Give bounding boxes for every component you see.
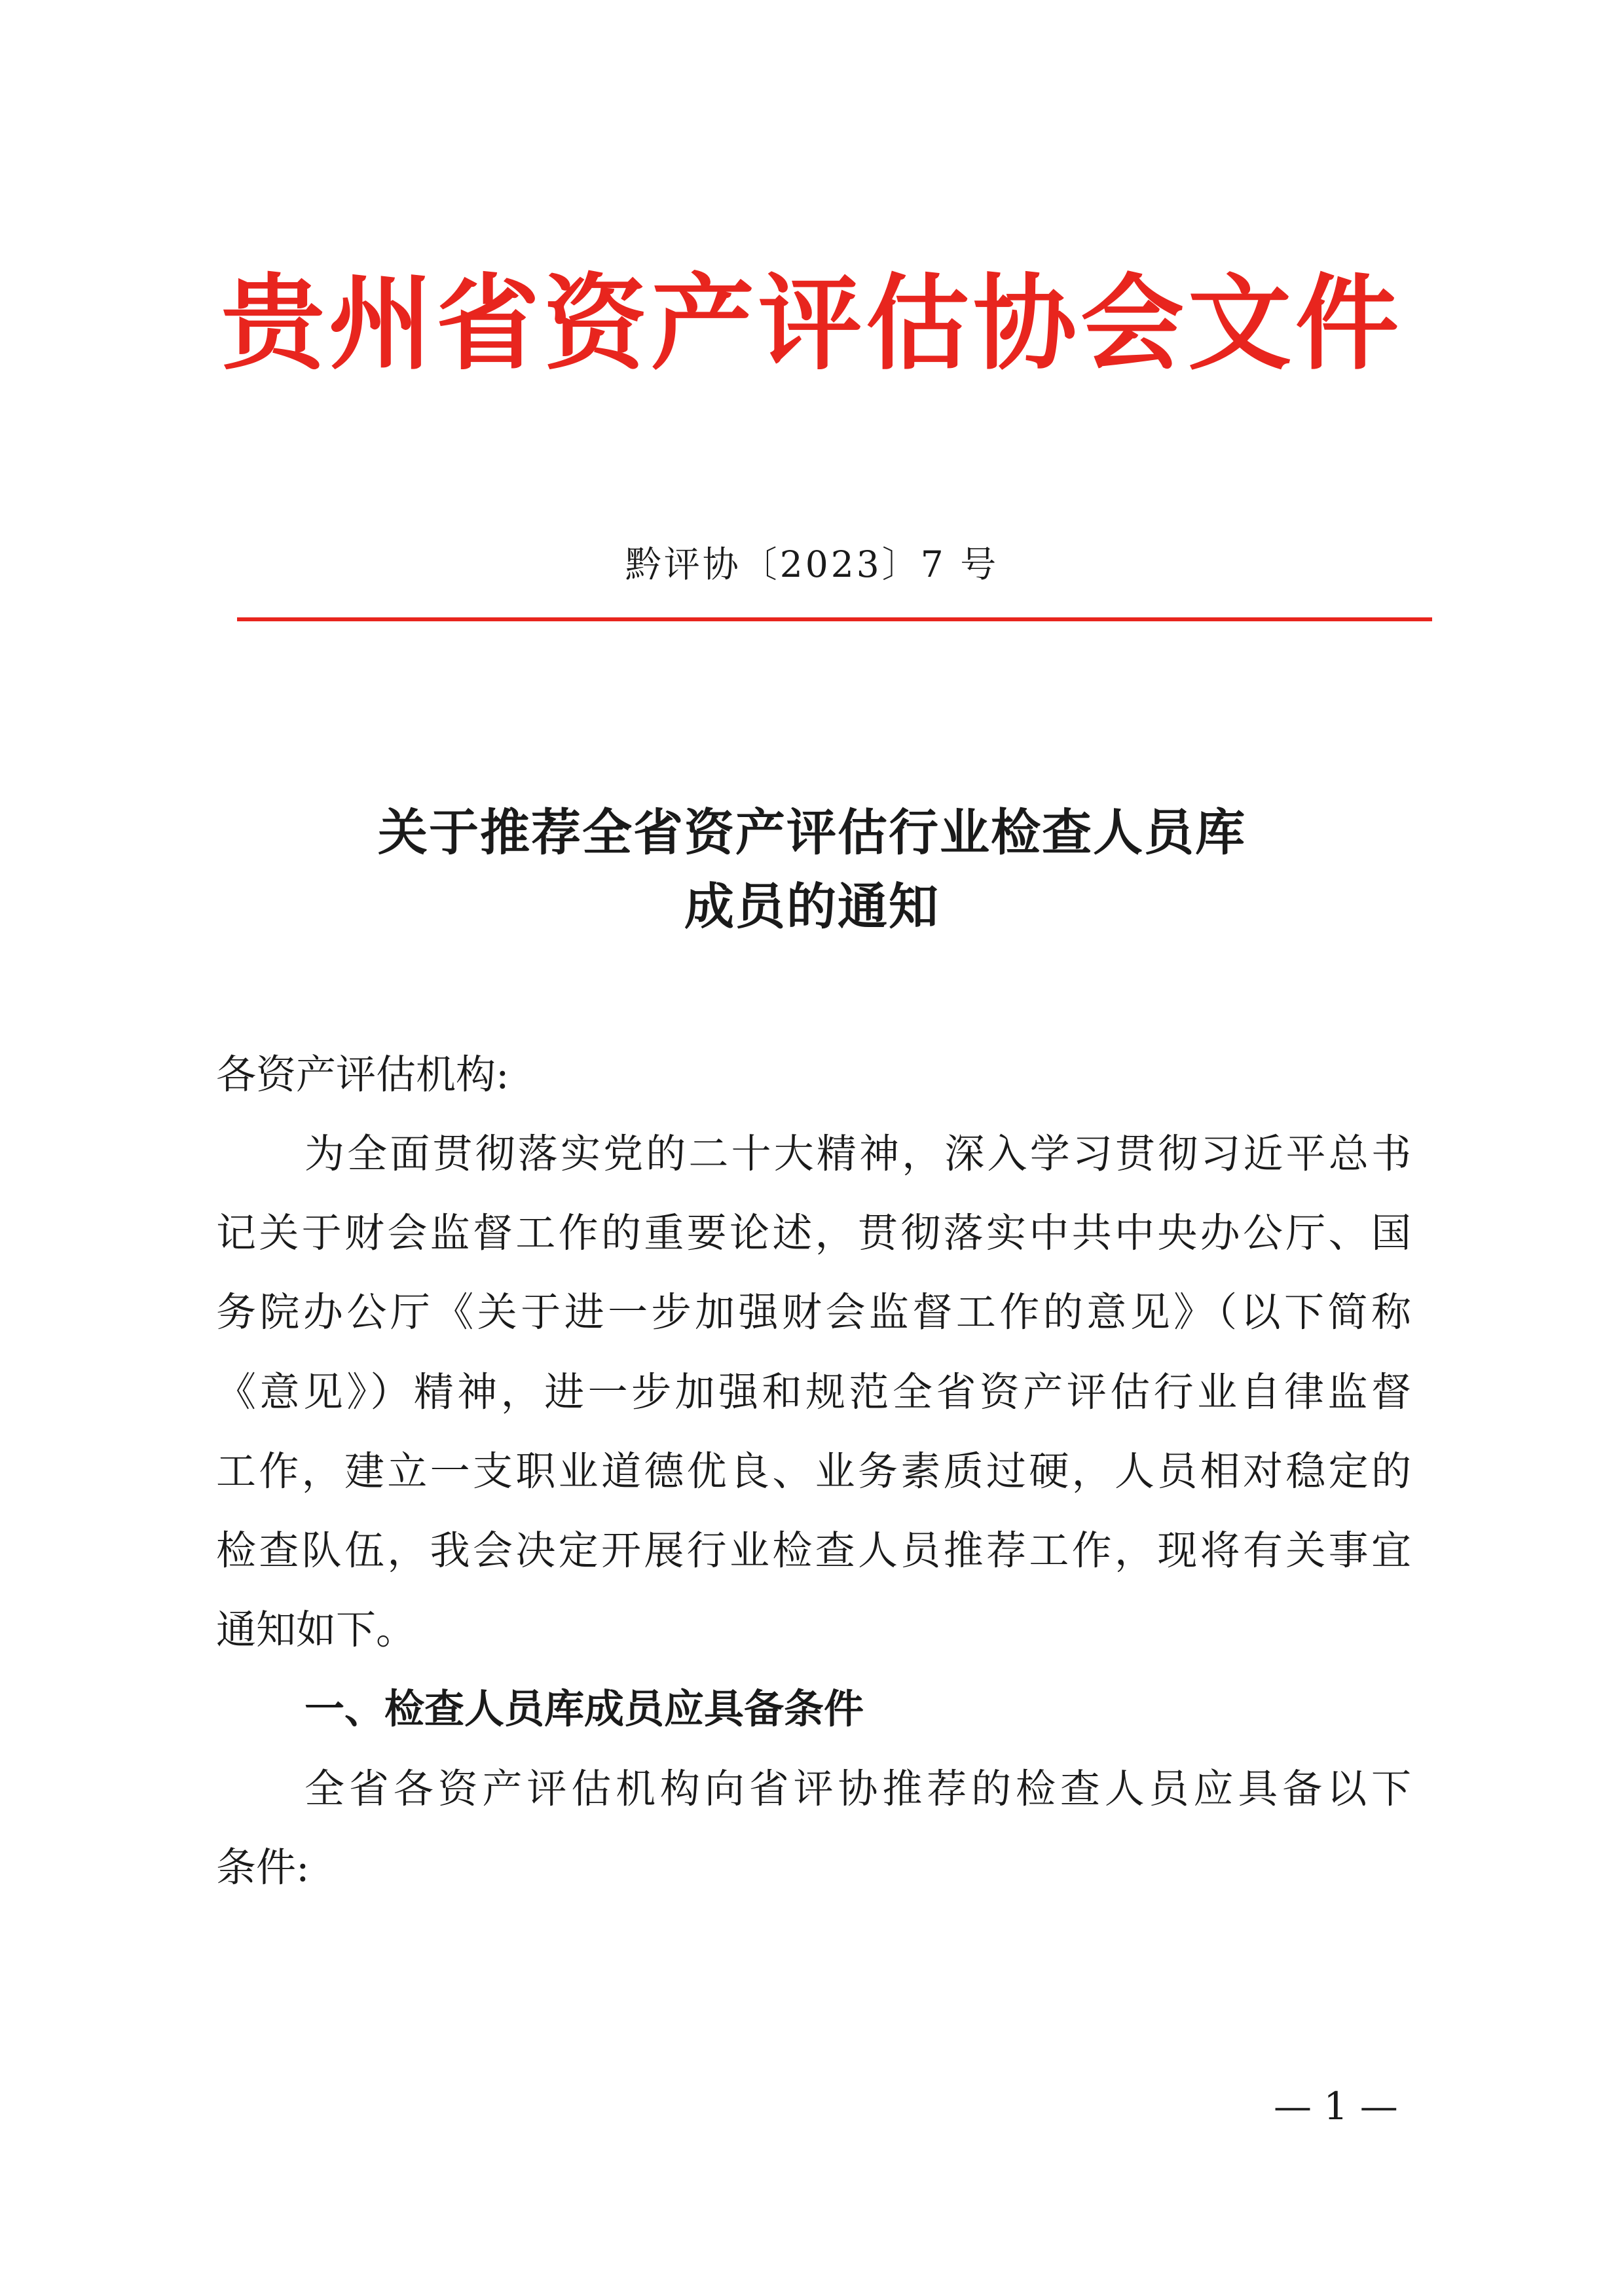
notice-title-line-1: 关于推荐全省资产评估行业检查人员库	[378, 803, 1246, 862]
paragraph-2-line: 条件:	[216, 1844, 310, 1891]
paragraph-1-line: 为全面贯彻落实党的二十大精神，深入学习贯彻习近平总书	[304, 1131, 1411, 1177]
salutation: 各资产评估机构:	[216, 1051, 509, 1098]
paragraph-1-line: 记关于财会监督工作的重要论述，贯彻落实中共中央办公厅、国	[216, 1210, 1411, 1256]
paragraph-1-line: 通知如下。	[216, 1607, 416, 1653]
section-1-heading: 一、检查人员库成员应具备条件	[304, 1686, 864, 1732]
paragraph-1-line: 检查队伍，我会决定开展行业检查人员推荐工作，现将有关事宜	[216, 1527, 1411, 1574]
document-header-title: 贵州省资产评估协会文件	[221, 263, 1403, 384]
paragraph-2-line: 全省各资产评估机构向省评协推荐的检查人员应具备以下	[304, 1766, 1411, 1812]
page-number: — 1 —	[1274, 2084, 1398, 2128]
notice-title-line-2: 成员的通知	[684, 877, 940, 936]
document-number: 黔评协〔2023〕7 号	[625, 543, 999, 585]
paragraph-1-line: 工作，建立一支职业道德优良、业务素质过硬，人员相对稳定的	[216, 1448, 1411, 1495]
paragraph-1-line: 《意见》）精神，进一步加强和规范全省资产评估行业自律监督	[216, 1369, 1411, 1415]
paragraph-1-line: 务院办公厅《关于进一步加强财会监督工作的意见》（以下简称	[216, 1289, 1411, 1336]
header-red-rule	[237, 617, 1432, 621]
